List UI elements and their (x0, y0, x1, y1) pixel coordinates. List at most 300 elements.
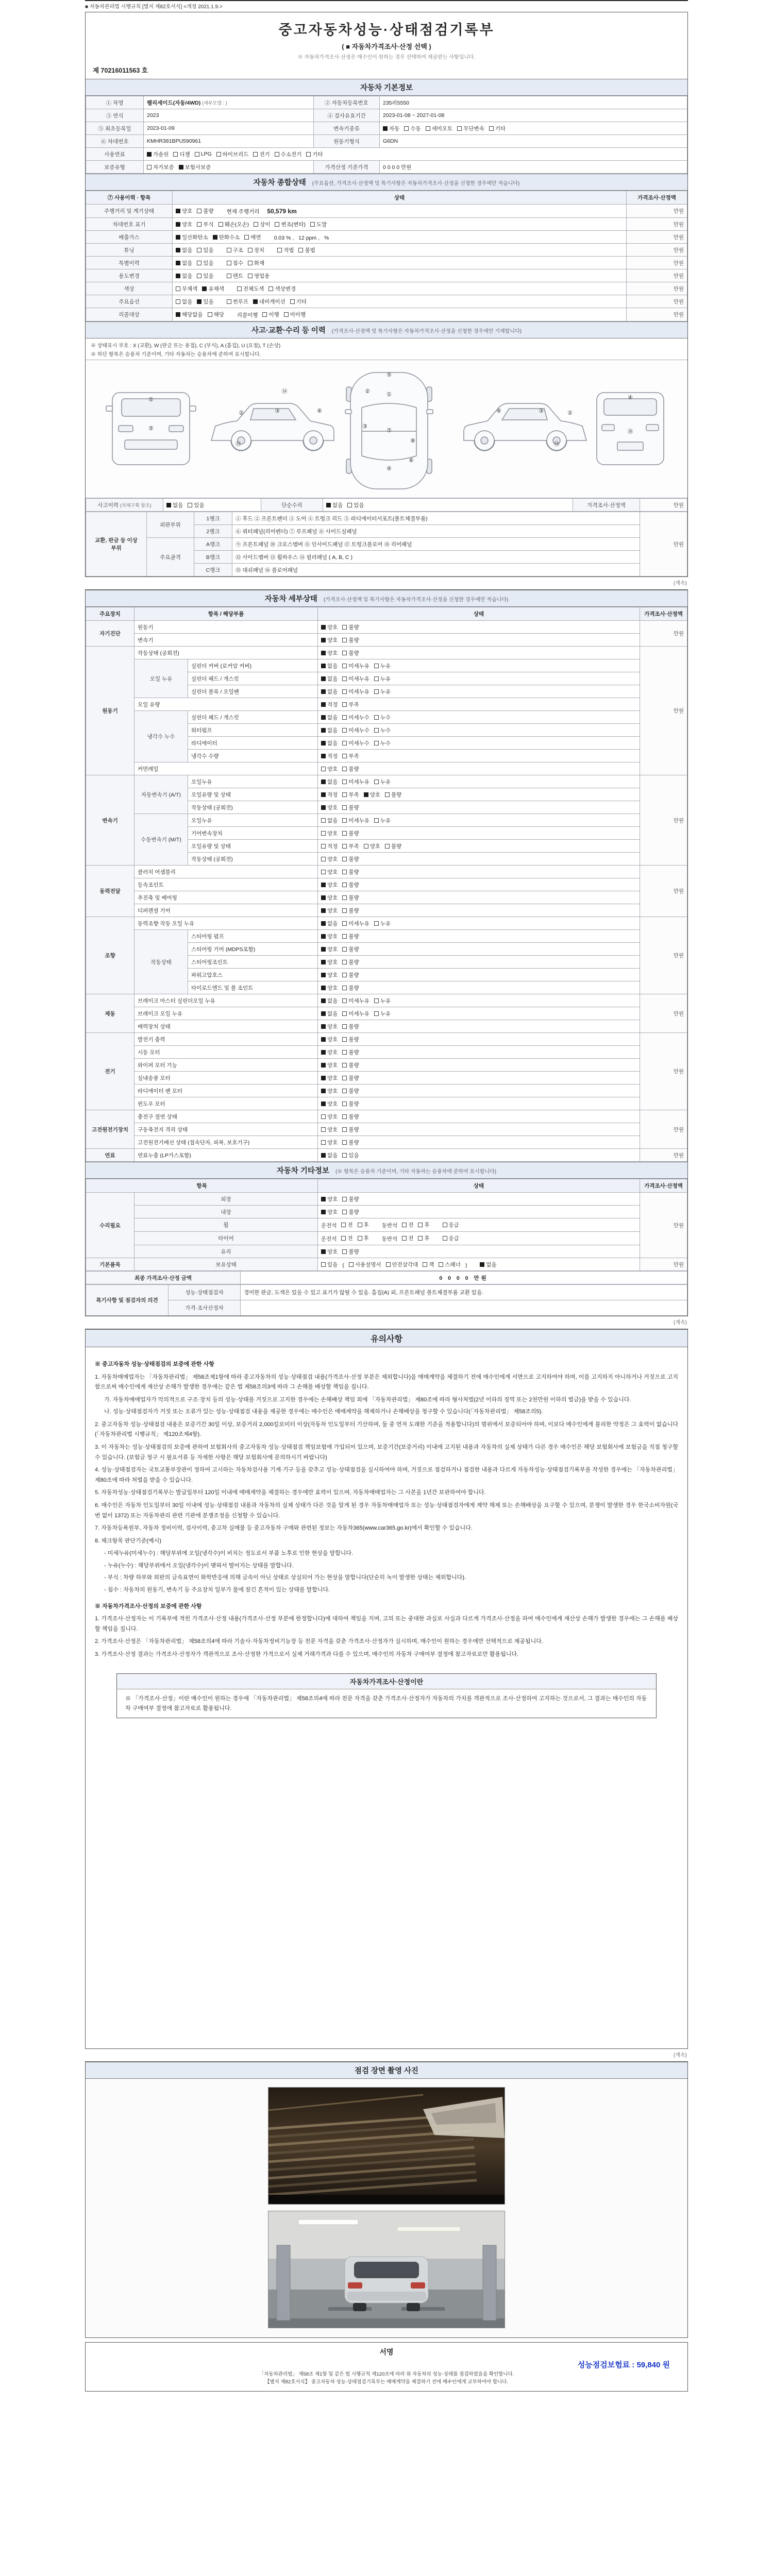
exchange-rank-table (86, 512, 687, 577)
checkbox-box (374, 998, 379, 1003)
checkbox-box (342, 702, 347, 707)
checkbox-label: 불량 (348, 856, 359, 862)
item-label: 충전구 절연 상태 (135, 1110, 318, 1123)
table-row (86, 295, 687, 308)
checkbox-label: 불량 (348, 804, 359, 811)
price-cell: 만원 (640, 1033, 687, 1110)
checkbox (321, 1139, 338, 1146)
checkbox-label: 있음 (194, 502, 205, 509)
row-state (173, 205, 627, 218)
checkbox-label: 미이행 (290, 311, 306, 318)
car-name-value (144, 96, 314, 109)
continued-marker: (계속) (674, 2053, 687, 2058)
checkbox (321, 752, 338, 760)
checkbox-label: 있음 (203, 298, 214, 305)
section-header-accident (86, 321, 687, 338)
checkbox (321, 817, 338, 824)
checkbox-label: 없음 (327, 688, 338, 695)
table-row (86, 1285, 687, 1300)
state-checks (318, 1033, 640, 1046)
state-code-legend: ※ 상태표시 부호 : X (교환), W (판금 또는 용접), C (부식), A (흠집), U (요철), T (손상) (91, 343, 281, 349)
checkbox-label: 자동 (389, 125, 400, 132)
rank-items: ⑥ 쿼터패널(리어펜더) ⑦ 루프패널 ⑧ 사이드실패널 (232, 525, 640, 538)
checkbox (321, 1248, 338, 1256)
checkbox-box (321, 1210, 326, 1214)
price-cell: 만원 (627, 257, 687, 269)
continued-marker: (계속) (674, 1320, 687, 1326)
checkbox (342, 881, 359, 889)
checkbox-box (321, 960, 326, 964)
table-row (86, 866, 687, 878)
item-label: 오일누유 (188, 814, 318, 827)
checkbox-label: 수소전기 (280, 151, 302, 158)
checkbox-box (457, 126, 462, 131)
checkbox (374, 1010, 391, 1018)
checkbox-box (423, 1262, 427, 1267)
checkbox (197, 259, 213, 267)
checkbox-box (262, 312, 267, 317)
price-cell: 만원 (640, 1193, 687, 1258)
checkbox-label: 누유 (380, 997, 391, 1004)
price-cell: 만원 (627, 308, 687, 321)
checkbox-label: 있음 (203, 260, 214, 266)
checkbox-label: 하이브리드 (222, 151, 249, 158)
table-row (86, 698, 687, 711)
checkbox (439, 1261, 460, 1268)
item-label: 고전원전기배선 상태 (접속단자, 피복, 보호기구) (135, 1136, 318, 1149)
checkbox-label: 없음 (327, 1152, 338, 1159)
checkbox-box (321, 1262, 326, 1267)
table-row (86, 775, 687, 788)
checkbox-box (176, 222, 180, 227)
checkbox (342, 1208, 359, 1216)
accident-history-checks (163, 499, 261, 512)
engine-value: G6DN (380, 135, 687, 148)
checkbox-box (342, 1024, 347, 1029)
checkbox (342, 1139, 359, 1146)
checkbox (374, 778, 391, 786)
checkbox-label: 양호 (327, 1100, 338, 1107)
device-group-label: 제동 (86, 994, 135, 1033)
checkbox-box (321, 986, 326, 990)
checkbox (342, 997, 369, 1005)
device-group-label: 자기진단 (86, 621, 135, 647)
accident-price-unit: 만원 (640, 499, 687, 512)
notice-paragraph: 1. 자동차매매업자는 「자동차관리법」 제58조제1항에 따라 중고자동차의 성능·상태점검 내용(가격조사·산정 부분은 제외합니다)을 매매계약을 체결하기 전에 매수인에게 서면으로 고지하여야 하며, 이를 고지하지 아니하거나 거짓으로 고지함으로써 매수인에게 재산상 손해가 발생한 경우에는 같은 법 제58조의3에 따라 그 손해를 배상할 책임을 집니다. (95, 1374, 678, 1391)
checkbox-label: 불량 (348, 637, 359, 643)
state-checks (318, 1007, 640, 1020)
table-row (86, 1245, 687, 1258)
price-definition-title: 자동차가격조사·산정이란 (117, 1674, 656, 1689)
checkbox (176, 221, 192, 228)
inspector-comment: 경미한 판금, 도색은 있을 수 있고 표기가 않될 수 있음. 흠집(A) 외, 프론트패널 볼트체결부품 교환 있음. (241, 1285, 687, 1300)
device-group-label: 변속기 (86, 775, 135, 866)
checkbox-label: 세미오토 (431, 125, 453, 132)
checkbox-label: 누수 (380, 714, 391, 721)
reg-no-value: 235러5550 (380, 96, 687, 109)
checkbox (321, 1126, 338, 1133)
diagram-zone-number: ④ (386, 466, 392, 472)
signature-title: 서명 (379, 2348, 394, 2356)
checkbox-label: 스패너 (445, 1261, 461, 1268)
checkbox (321, 662, 338, 670)
row-state (173, 295, 627, 308)
simple-repair-label: 단순수리 (261, 499, 323, 512)
checkbox (342, 636, 359, 644)
table-row (86, 1084, 687, 1097)
device-group-label: 연료 (86, 1149, 135, 1162)
checkbox-label: 미세누유 (348, 675, 369, 682)
checkbox-box (321, 1153, 326, 1158)
checkbox-label: 상이 (260, 221, 271, 228)
checkbox-label: 안전삼각대 (392, 1261, 418, 1268)
checkbox (342, 1248, 359, 1256)
state-checks (318, 827, 640, 840)
checkbox (227, 272, 243, 280)
checkbox-label: 사용설명서 (355, 1261, 381, 1268)
checkbox-box (268, 286, 273, 291)
checkbox (195, 151, 212, 157)
table-row (86, 269, 687, 282)
diagram-zone-number: ⑧ (410, 438, 415, 444)
item-label: 내장 (135, 1206, 318, 1218)
checkbox-box (321, 1249, 326, 1254)
checkbox (342, 688, 369, 696)
item-label: 외장 (135, 1193, 318, 1206)
inline-text: 리콜이행 (237, 312, 258, 318)
price-definition-box (116, 1673, 657, 1718)
table-row (86, 231, 687, 244)
checkbox-box (426, 126, 430, 131)
price-definition-text: ※ 「가격조사·산정」이란 매수인이 원하는 경우에 「자동차관리법」 제58조의4에 따라 전문 자격을 갖춘 가격조사·산정자가 자동차의 가치를 객관적으로 조사·산정하여 고지하는 것으로서, 그 결과는 매수인의 자동차 구매여부 결정에 참고자료로 활용됩니다. (125, 1696, 647, 1711)
side-view-left (211, 403, 334, 451)
checkbox-label: 기타 (495, 125, 506, 132)
checkbox (268, 285, 296, 293)
state-checks (318, 840, 640, 853)
checkbox-box (342, 947, 347, 952)
table-row (86, 1033, 687, 1046)
price-option-note: ※ 자동차가격조사·산정은 매수인이 원하는 경우 선택하여 제공받는 사항입니다. (297, 55, 476, 60)
table-row (86, 659, 687, 672)
price-cell: 만원 (640, 775, 687, 866)
checkbox (326, 501, 343, 509)
checkbox-label: 누유 (380, 1010, 391, 1017)
state-checks (318, 1123, 640, 1136)
checkbox (321, 675, 338, 683)
checkbox (321, 1151, 338, 1159)
state-checks (318, 801, 640, 814)
sub-group-label: 수동변속기 (M/T) (135, 814, 188, 866)
device-group-label: 원동기 (86, 647, 135, 775)
checkbox-label: 후 (424, 1235, 430, 1242)
rank-items: ⑮ 대쉬패널 ⑯ 플로어패널 (232, 564, 640, 577)
checkbox (197, 272, 213, 280)
checkbox (227, 298, 248, 306)
checkbox-label: 불법 (305, 247, 315, 253)
checkbox-label: 수동 (410, 125, 421, 132)
checkbox-label: 적정 (327, 791, 338, 798)
checkbox-label: 미세누유 (348, 688, 369, 695)
checkbox-box (374, 664, 379, 668)
checkbox-label: 가솔린 (153, 151, 169, 158)
checkbox-box (443, 1236, 447, 1241)
row-label: 특별이력 (86, 257, 173, 269)
checkbox-box (402, 1223, 407, 1227)
inline-text: 현재 주행거리 (226, 208, 260, 215)
checkbox-label: 양호 (327, 1088, 338, 1094)
checkbox-box (326, 503, 331, 507)
checkbox-box (248, 248, 253, 252)
checkbox-box (385, 844, 390, 849)
checkbox-box (342, 831, 347, 836)
checkbox-label: 불량 (348, 624, 359, 631)
checkbox-box (277, 248, 282, 252)
checkbox-box (321, 664, 326, 668)
checkbox (253, 150, 270, 158)
item-label: 냉각수 수량 (188, 750, 318, 762)
checkbox-box (364, 792, 368, 797)
checkbox-label: 양호 (327, 637, 338, 643)
checkbox (443, 1221, 459, 1229)
checkbox-label: 유채색 (208, 285, 224, 292)
item-label: 스티어링 기어 (MDPS포함) (188, 943, 318, 956)
checkbox-label: 없음 (327, 663, 338, 669)
checkbox (321, 1048, 338, 1056)
row-state (173, 231, 627, 244)
state-checks (318, 647, 640, 659)
item-label: 클러치 어셈블리 (135, 866, 318, 878)
inline-text: ) (465, 1262, 467, 1268)
inline-text: 12 ppm , (298, 234, 320, 241)
checkbox-box (197, 274, 201, 278)
fuel-label: 사용연료 (86, 148, 144, 161)
table-row (86, 1136, 687, 1149)
checkbox-label: 미세누수 (348, 714, 369, 721)
first-reg-label: ⑤ 최초등록일 (86, 122, 144, 135)
col-item: 항목 / 해당부품 (135, 607, 318, 621)
checkbox-label: 양호 (327, 869, 338, 875)
item-label: 라디에이터 팬 모터 (135, 1084, 318, 1097)
checkbox-label: 불량 (348, 1126, 359, 1133)
checkbox-box (321, 779, 326, 784)
warranty-checks (144, 161, 314, 174)
state-checks (318, 1136, 640, 1149)
checkbox (321, 920, 338, 927)
price-cell: 만원 (640, 994, 687, 1033)
item-label: 등속조인트 (135, 878, 318, 891)
price-cell: 만원 (627, 282, 687, 295)
checkbox-box (197, 222, 201, 227)
table-row (86, 994, 687, 1007)
inline-text: 동반석 (381, 1222, 398, 1229)
checkbox-box (284, 312, 289, 317)
checkbox (342, 714, 369, 721)
simple-repair-checks (323, 499, 573, 512)
state-checks (318, 878, 640, 891)
checkbox-box (321, 792, 326, 797)
checkbox-label: 후 (424, 1222, 430, 1228)
checkbox-box (321, 831, 326, 836)
checkbox-label: 있음 (348, 1152, 359, 1159)
checkbox-label: 부족 (348, 791, 359, 798)
checkbox-box (341, 1223, 346, 1227)
checkbox-label: 장치 (254, 247, 265, 253)
checkbox-box (321, 947, 326, 952)
checkbox-box (188, 503, 192, 507)
checkbox-label: 전 (347, 1222, 353, 1228)
checkbox-label: 해당없음 (182, 311, 203, 318)
inline-text: ( (342, 1262, 344, 1268)
checkbox-label: 불량 (348, 1049, 359, 1056)
checkbox-box (342, 1050, 347, 1055)
item-label: 배력장치 상태 (135, 1020, 318, 1033)
checkbox-label: 양호 (327, 1209, 338, 1215)
diagram-zone-number: ③ (362, 423, 367, 430)
checkbox-box (342, 741, 347, 745)
checkbox-box (321, 1114, 326, 1119)
state-checks (318, 814, 640, 827)
checkbox-box (383, 126, 388, 131)
checkbox (166, 501, 183, 509)
checkbox-label: 부족 (348, 843, 359, 850)
checkbox (321, 701, 338, 708)
price-cell: 만원 (640, 621, 687, 647)
top-rule (85, 0, 688, 1)
diagram-zone-number: ③ (539, 408, 544, 414)
checkbox-label: 양호 (327, 1049, 338, 1056)
checkbox-box (321, 754, 326, 758)
checkbox-label: 불량 (348, 1075, 359, 1081)
checkbox (342, 649, 359, 657)
col-device: 주요장치 (86, 607, 135, 621)
checkbox-box (216, 152, 221, 157)
checkbox (426, 125, 453, 132)
checkbox-label: 불량 (348, 894, 359, 901)
table-row (86, 1300, 687, 1316)
checkbox (237, 285, 264, 293)
checkbox (342, 1195, 359, 1203)
checkbox-box (227, 261, 231, 265)
table-row (86, 161, 687, 174)
checkbox (374, 920, 391, 927)
checkbox-box (321, 728, 326, 733)
checkbox-label: 양호 (327, 1062, 338, 1069)
checkbox (342, 623, 359, 631)
checkbox-label: 누수 (380, 727, 391, 734)
checkbox-box (342, 676, 347, 681)
checkbox-box (275, 152, 279, 157)
checkbox (342, 739, 369, 747)
row-state (173, 218, 627, 231)
checkbox-label: 없음 (327, 714, 338, 721)
checkbox-box (197, 261, 201, 265)
checkbox-label: 전 (408, 1222, 414, 1228)
item-label: 오일누유 (188, 775, 318, 788)
section-note: (※ 항목은 승용차 기준이며, 기타 자동차는 승용차에 준하여 표시합니다) (335, 1169, 497, 1175)
table-row (86, 1110, 687, 1123)
checkbox-box (404, 126, 409, 131)
checkbox (321, 984, 338, 992)
checkbox-label: 양호 (327, 1113, 338, 1120)
item-label: 변속기 (135, 634, 318, 647)
checkbox (342, 1126, 359, 1133)
state-checks (318, 969, 640, 981)
checkbox-label: 응급 (448, 1235, 459, 1242)
checkbox-label: 썬루프 (232, 298, 249, 305)
checkbox-label: 양호 (327, 1023, 338, 1030)
table-row (86, 148, 687, 161)
item-label: 브레이크 마스터 실린더오일 누유 (135, 994, 318, 1007)
section-header-etc (86, 1162, 687, 1179)
state-checks (318, 1149, 640, 1162)
section-title: 사고·교환·수리 등 이력 (251, 327, 326, 335)
checkbox-label: 색상변경 (275, 285, 296, 292)
state-checks (318, 1084, 640, 1097)
checkbox (342, 829, 359, 837)
notice-paragraph: 5. 자동차성능·상태점검기록부는 발급일부터 120일 이내에 매매계약을 체결하는 경우에만 효력이 있으며, 자동차매매업자는 그 사본을 1년간 보관하여야 합니다. (95, 1489, 486, 1496)
checkbox-label: 불량 (203, 208, 214, 214)
checkbox (321, 649, 338, 657)
checkbox (418, 1234, 429, 1242)
checkbox-label: 없음 (327, 727, 338, 734)
checkbox (383, 125, 399, 132)
checkbox (358, 1234, 369, 1242)
checkbox-box (342, 998, 347, 1003)
col-state: 상태 (318, 1179, 640, 1193)
table-row (86, 647, 687, 659)
state-checks (318, 1059, 640, 1072)
checkbox (321, 778, 338, 786)
table-row (86, 1218, 687, 1232)
valid-value: 2023-01-08 ~ 2027-01-08 (380, 109, 687, 122)
checkbox-box (321, 1140, 326, 1145)
checkbox-label: 미세누수 (348, 727, 369, 734)
row-state (173, 308, 627, 321)
car-name: 펠리세이드(자동/4WD) (147, 99, 201, 106)
warranty-label: 보증유형 (86, 161, 144, 174)
checkbox-label: 누유 (380, 663, 391, 669)
inline-text: 0.03 % , (274, 234, 294, 241)
checkbox-label: 변조(변타) (281, 221, 306, 228)
checkbox (349, 1261, 381, 1268)
checkbox-label: 양호 (327, 882, 338, 888)
diagram-zone-number: ② (567, 410, 573, 416)
section-note: (가격조사·산정액 및 특기사항은 자동차가격조사·산정을 신청한 경우에만 기재합니다) (331, 329, 522, 334)
price-cell: 만원 (627, 244, 687, 257)
checkbox-label: 불량 (348, 882, 359, 888)
row-state (173, 257, 627, 269)
checkbox (364, 791, 380, 799)
checkbox (179, 163, 211, 171)
checkbox (342, 765, 359, 773)
document-number: 제 70216011563 호 (93, 67, 148, 74)
checkbox (176, 246, 192, 254)
checkbox-box (489, 126, 494, 131)
checkbox-box (176, 299, 180, 304)
checkbox-box (253, 299, 258, 304)
checkbox-box (173, 152, 178, 157)
checkbox-box (179, 165, 183, 170)
inspection-insurance-fee: 성능점검보험료 : 59,840 원 (577, 2361, 670, 2369)
checkbox-label: 적정 (327, 753, 338, 759)
checkbox-box (374, 779, 379, 784)
price-cell: 만원 (627, 218, 687, 231)
checkbox-box (439, 1262, 443, 1267)
remarks-table (86, 1284, 687, 1316)
first-reg-value: 2023-01-09 (144, 122, 314, 135)
diagram-zone-number: ⑤ (148, 426, 154, 432)
checkbox-label: 양호 (182, 221, 193, 228)
